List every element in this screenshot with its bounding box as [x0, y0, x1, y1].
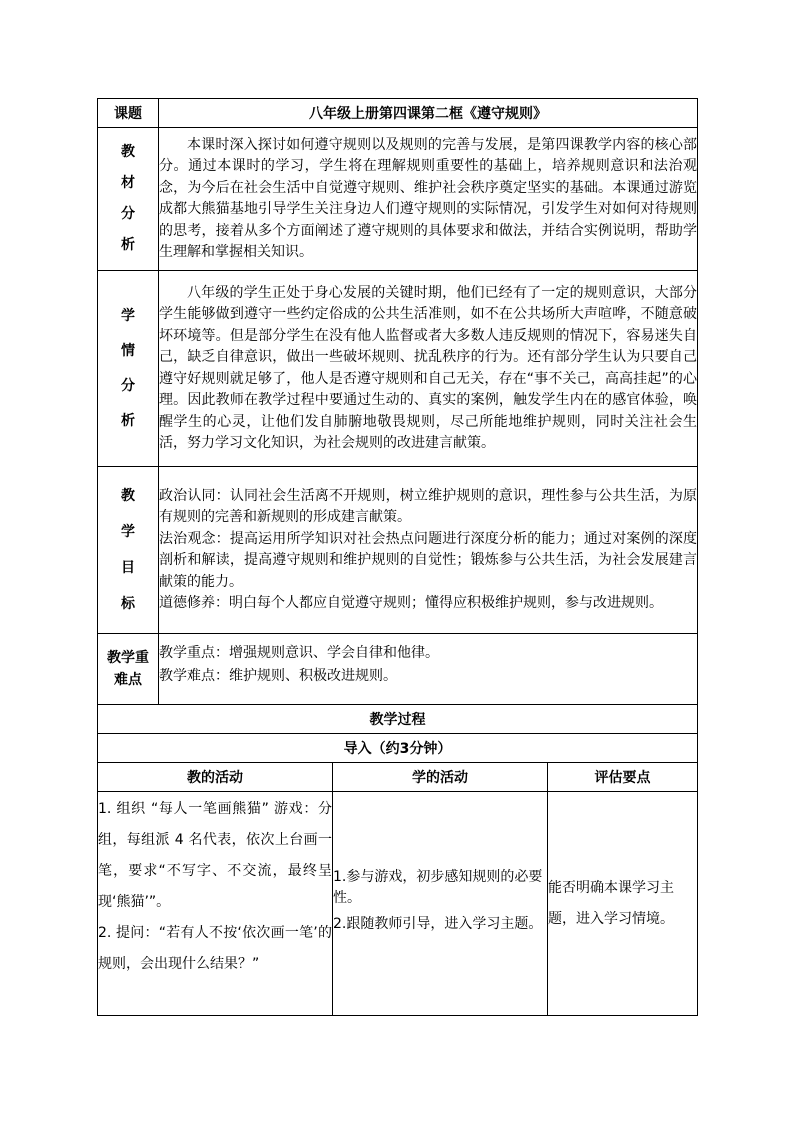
objectives-content: [159, 467, 698, 634]
textbook-analysis-row: [98, 128, 698, 271]
textbook-analysis-content: [159, 128, 698, 271]
teacher-activity-cell: [98, 792, 333, 1016]
student-analysis-label: 学 情 分 析: [98, 271, 159, 467]
student-activity-cell: [333, 792, 548, 1016]
title-row: [98, 99, 698, 128]
activity-header-row: [98, 763, 698, 792]
student-analysis-content: [159, 271, 698, 467]
intro-title: 导入（约3分钟）: [98, 734, 698, 763]
textbook-analysis-label: 教 材 分 析: [98, 128, 159, 271]
lesson-plan-table: [97, 98, 698, 1016]
evaluation-header: 评估要点: [548, 763, 698, 792]
evaluation-text: 能否明确本课学习主题，进入学习情境。: [548, 879, 674, 927]
teacher-activity-2: 2. 提问：“若有人不按‘依次画一笔’的规则，会出现什么结果？”: [98, 925, 332, 972]
student-analysis-row: [98, 271, 698, 467]
key-points-label: 教学重 难点: [98, 634, 159, 705]
objectives-row: [98, 467, 698, 634]
teacher-activity-header: 教的活动: [98, 763, 333, 792]
topic-label: 课题: [98, 99, 159, 128]
student-analysis-text: 八年级的学生正处于身心发展的关键时期，他们已经有了一定的规则意识，大部分学生能够做到遵守一些约定俗成的公共生活准则，如不在公共场所大声喧哗，不随意破坏环境等。但是部分学生在没有他人监督或者大多数人违反规则的情况下，容易迷失自己，缺乏自律意识，做出一些破坏规则、扰乱秩序的行为。还有部分学生认为只要自己遵守好规则就足够了，他人是否遵守规则和自己无关，存在“事不关己，高高挂起”的心理。因此教师在教学过程中要通过生动的、真实的案例，触发学生内在的感官体验，唤醒学生的心灵，让他们发自肺腑地敬畏规则，尽己所能地维护规则，同时关注社会生活，努力学习文化知识，为社会规则的改进建言献策。: [159, 284, 698, 451]
intro-row: [98, 734, 698, 763]
key-point-difficult: 教学难点：维护规则、积极改进规则。: [159, 668, 397, 684]
objectives-label: 教 学 目 标: [98, 467, 159, 634]
evaluation-cell: [548, 792, 698, 1016]
student-activity-2: 2.跟随教师引导，进入学习主题。: [333, 916, 543, 932]
key-points-row: [98, 634, 698, 705]
process-title: 教学过程: [98, 705, 698, 734]
objective-moral: 道德修养：明白每个人都应自觉遵守规则；懂得应积极维护规则，参与改进规则。: [159, 595, 663, 611]
key-point-important: 教学重点：增强规则意识、学会自律和他律。: [159, 645, 439, 661]
lesson-title: 八年级上册第四课第二框《遵守规则》: [159, 99, 698, 128]
student-activity-header: 学的活动: [333, 763, 548, 792]
teacher-activity-1: 1. 组织 “每人一笔画熊猫” 游戏：分组，每组派 4 名代表，依次上台画一笔，要求“不写字、不交流，最终呈现‘熊猫’”。: [98, 801, 332, 910]
objective-political: 政治认同：认同社会生活离不开规则，树立维护规则的意识，理性参与公共生活，为原有规则的完善和新规则的形成建言献策。: [159, 487, 698, 525]
objective-legal: 法治观念：提高运用所学知识对社会热点问题进行深度分析的能力；通过对案例的深度剖析和解读，提高遵守规则和维护规则的自觉性；锻炼参与公共生活，为社会发展建言献策的能力。: [159, 530, 698, 590]
key-points-content: [159, 634, 698, 705]
textbook-analysis-text: 本课时深入探讨如何遵守规则以及规则的完善与发展，是第四课教学内容的核心部分。通过本课时的学习，学生将在理解规则重要性的基础上，培养规则意识和法治观念，为今后在社会生活中自觉遵守规则、维护社会秩序奠定坚实的基础。本课通过游览成都大熊猫基地引导学生关注身边人们遵守规则的实际情况，引发学生对如何对待规则的思考，接着从多个方面阐述了遵守规则的具体要求和做法，并结合实例说明，帮助学生理解和掌握相关知识。: [159, 136, 698, 260]
student-activity-1: 1.参与游戏，初步感知规则的必要性。: [333, 869, 543, 906]
activity-row: [98, 792, 698, 1016]
process-title-row: [98, 705, 698, 734]
